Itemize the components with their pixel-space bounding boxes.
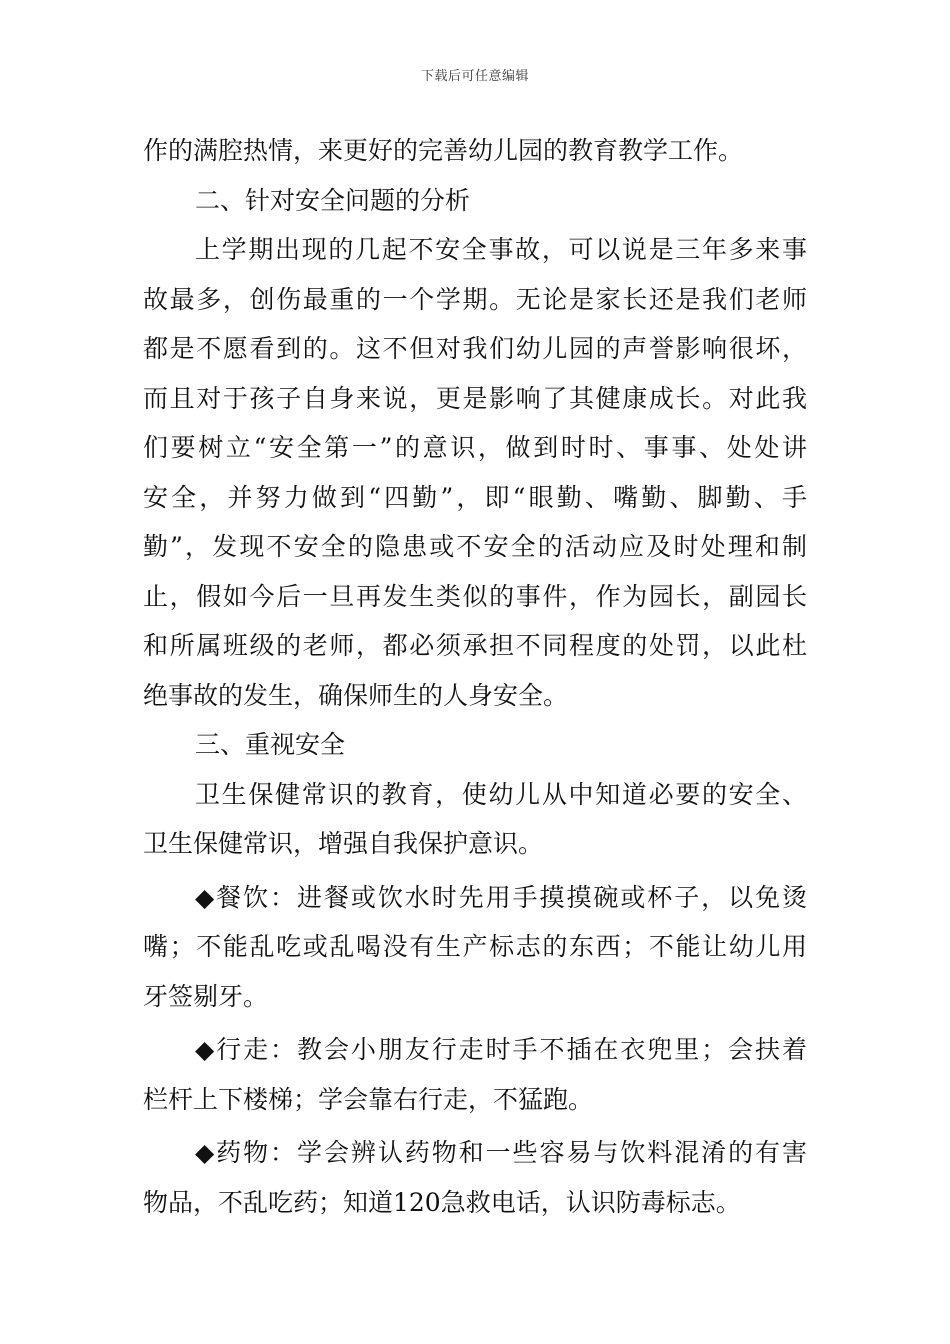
bullet-line: ◆行走：教会小朋友行走时手不插在衣兜里；会扶着 bbox=[195, 1035, 807, 1064]
paragraph-line: 勤”，发现不安全的隐患或不安全的活动应及时处理和制 bbox=[143, 532, 807, 561]
document-body bbox=[143, 126, 807, 1227]
paragraph-line: 卫生保健常识的教育，使幼儿从中知道必要的安全、 bbox=[195, 779, 807, 809]
paragraph-line: 牙签剔牙。 bbox=[143, 981, 269, 1011]
paragraph-line: 们要树立“安全第一”的意识，做到时时、事事、处处讲 bbox=[143, 433, 807, 462]
paragraph-line: 都是不愿看到的。这不但对我们幼儿园的声誉影响很坏， bbox=[143, 334, 807, 363]
paragraph-line: 作的满腔热情，来更好的完善幼儿园的教育教学工作。 bbox=[143, 136, 744, 165]
paragraph-line: 故最多，创伤最重的一个学期。无论是家长还是我们老师 bbox=[143, 284, 807, 314]
section-heading: 三、重视安全 bbox=[195, 730, 346, 759]
bullet-line: ◆餐饮：进餐或饮水时先用手摸摸碗或杯子，以免烫 bbox=[195, 882, 807, 912]
paragraph-line: 和所属班级的老师，都必须承担不同程度的处罚，以此杜 bbox=[143, 631, 807, 660]
section-heading: 二、针对安全问题的分析 bbox=[195, 185, 471, 215]
paragraph-line: 物品，不乱吃药；知道120急救电话，认识防毒标志。 bbox=[143, 1187, 741, 1217]
paragraph-line: 绝事故的发生，确保师生的人身安全。 bbox=[143, 680, 569, 710]
paragraph-line: 嘴；不能乱吃或乱喝没有生产标志的东西；不能让幼儿用 bbox=[143, 932, 807, 961]
paragraph-line: 栏杆上下楼梯；学会靠右行走，不猛跑。 bbox=[143, 1084, 594, 1114]
page-header: 下载后可任意编辑 bbox=[420, 69, 529, 84]
paragraph-line: 上学期出现的几起不安全事故，可以说是三年多来事 bbox=[195, 235, 807, 264]
paragraph-line: 止，假如今后一旦再发生类似的事件，作为园长，副园长 bbox=[143, 581, 807, 611]
paragraph-line: 而且对于孩子自身来说，更是影响了其健康成长。对此我 bbox=[143, 383, 807, 413]
paragraph-line: 安全，并努力做到“四勤”，即“眼勤、嘴勤、脚勤、手 bbox=[143, 482, 807, 512]
paragraph-line: 卫生保健常识，增强自我保护意识。 bbox=[143, 829, 544, 858]
bullet-line: ◆药物：学会辨认药物和一些容易与饮料混淆的有害 bbox=[195, 1138, 807, 1167]
